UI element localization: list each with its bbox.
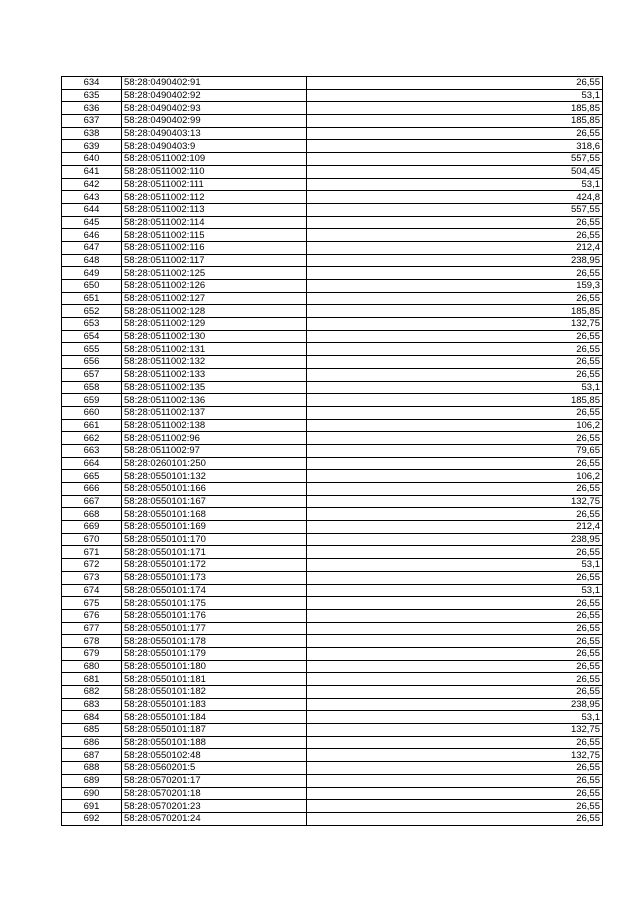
table-row bbox=[62, 749, 603, 762]
value-cell: 106,2 bbox=[307, 470, 603, 483]
table-row bbox=[62, 280, 603, 293]
value-cell: 26,55 bbox=[307, 660, 603, 673]
row-number-cell: 675 bbox=[62, 597, 122, 610]
table-row bbox=[62, 305, 603, 318]
value-cell: 26,55 bbox=[307, 356, 603, 369]
row-number-cell: 686 bbox=[62, 736, 122, 749]
cadastral-number-cell: 58:28:0511002:136 bbox=[122, 394, 307, 407]
row-number-cell: 655 bbox=[62, 343, 122, 356]
value-cell: 212,4 bbox=[307, 521, 603, 534]
table-body bbox=[62, 77, 603, 826]
row-number-cell: 653 bbox=[62, 318, 122, 331]
value-cell: 504,45 bbox=[307, 165, 603, 178]
table-row bbox=[62, 800, 603, 813]
value-cell: 26,55 bbox=[307, 292, 603, 305]
value-cell: 26,55 bbox=[307, 330, 603, 343]
value-cell: 185,85 bbox=[307, 102, 603, 115]
value-cell: 132,75 bbox=[307, 749, 603, 762]
row-number-cell: 658 bbox=[62, 381, 122, 394]
table-row bbox=[62, 533, 603, 546]
value-cell: 26,55 bbox=[307, 686, 603, 699]
row-number-cell: 669 bbox=[62, 521, 122, 534]
table-row bbox=[62, 153, 603, 166]
table-row bbox=[62, 647, 603, 660]
data-table bbox=[61, 76, 603, 826]
row-number-cell: 689 bbox=[62, 774, 122, 787]
table-row bbox=[62, 812, 603, 825]
table-row bbox=[62, 368, 603, 381]
row-number-cell: 676 bbox=[62, 609, 122, 622]
table-row bbox=[62, 660, 603, 673]
cadastral-number-cell: 58:28:0511002:111 bbox=[122, 178, 307, 191]
row-number-cell: 640 bbox=[62, 153, 122, 166]
cadastral-number-cell: 58:28:0511002:137 bbox=[122, 406, 307, 419]
value-cell: 26,55 bbox=[307, 127, 603, 140]
cadastral-number-cell: 58:28:0550101:172 bbox=[122, 559, 307, 572]
cadastral-number-cell: 58:28:0550101:167 bbox=[122, 495, 307, 508]
cadastral-number-cell: 58:28:0560201:5 bbox=[122, 762, 307, 775]
value-cell: 26,55 bbox=[307, 368, 603, 381]
value-cell: 79,65 bbox=[307, 444, 603, 457]
table-row bbox=[62, 762, 603, 775]
value-cell: 238,95 bbox=[307, 254, 603, 267]
table-row bbox=[62, 394, 603, 407]
cadastral-number-cell: 58:28:0511002:132 bbox=[122, 356, 307, 369]
table-row bbox=[62, 609, 603, 622]
cadastral-number-cell: 58:28:0570201:17 bbox=[122, 774, 307, 787]
value-cell: 26,55 bbox=[307, 508, 603, 521]
value-cell: 26,55 bbox=[307, 800, 603, 813]
value-cell: 212,4 bbox=[307, 241, 603, 254]
table-row bbox=[62, 508, 603, 521]
cadastral-number-cell: 58:28:0490402:93 bbox=[122, 102, 307, 115]
value-cell: 557,55 bbox=[307, 203, 603, 216]
cadastral-number-cell: 58:28:0511002:109 bbox=[122, 153, 307, 166]
table-row bbox=[62, 787, 603, 800]
table-row bbox=[62, 457, 603, 470]
table-row bbox=[62, 521, 603, 534]
row-number-cell: 657 bbox=[62, 368, 122, 381]
row-number-cell: 648 bbox=[62, 254, 122, 267]
value-cell: 26,55 bbox=[307, 571, 603, 584]
table-row bbox=[62, 622, 603, 635]
table-row bbox=[62, 495, 603, 508]
table-row bbox=[62, 381, 603, 394]
row-number-cell: 683 bbox=[62, 698, 122, 711]
cadastral-number-cell: 58:28:0550101:173 bbox=[122, 571, 307, 584]
row-number-cell: 656 bbox=[62, 356, 122, 369]
row-number-cell: 635 bbox=[62, 89, 122, 102]
value-cell: 26,55 bbox=[307, 812, 603, 825]
cadastral-number-cell: 58:28:0550101:169 bbox=[122, 521, 307, 534]
value-cell: 26,55 bbox=[307, 597, 603, 610]
table-row bbox=[62, 419, 603, 432]
cadastral-number-cell: 58:28:0511002:127 bbox=[122, 292, 307, 305]
cadastral-number-cell: 58:28:0511002:96 bbox=[122, 432, 307, 445]
value-cell: 26,55 bbox=[307, 432, 603, 445]
table-row bbox=[62, 698, 603, 711]
value-cell: 106,2 bbox=[307, 419, 603, 432]
cadastral-number-cell: 58:28:0550101:182 bbox=[122, 686, 307, 699]
value-cell: 26,55 bbox=[307, 406, 603, 419]
table-row bbox=[62, 470, 603, 483]
row-number-cell: 639 bbox=[62, 140, 122, 153]
row-number-cell: 643 bbox=[62, 191, 122, 204]
row-number-cell: 691 bbox=[62, 800, 122, 813]
table-row bbox=[62, 254, 603, 267]
cadastral-number-cell: 58:28:0550101:175 bbox=[122, 597, 307, 610]
cadastral-number-cell: 58:28:0490402:91 bbox=[122, 77, 307, 90]
value-cell: 26,55 bbox=[307, 635, 603, 648]
row-number-cell: 690 bbox=[62, 787, 122, 800]
cadastral-number-cell: 58:28:0511002:97 bbox=[122, 444, 307, 457]
cadastral-number-cell: 58:28:0550101:132 bbox=[122, 470, 307, 483]
table-row bbox=[62, 406, 603, 419]
cadastral-number-cell: 58:28:0550101:181 bbox=[122, 673, 307, 686]
table-row bbox=[62, 724, 603, 737]
value-cell: 424,8 bbox=[307, 191, 603, 204]
table-row bbox=[62, 191, 603, 204]
table-row bbox=[62, 673, 603, 686]
cadastral-number-cell: 58:28:0490402:99 bbox=[122, 115, 307, 128]
table-row bbox=[62, 597, 603, 610]
cadastral-number-cell: 58:28:0550101:171 bbox=[122, 546, 307, 559]
row-number-cell: 670 bbox=[62, 533, 122, 546]
cadastral-number-cell: 58:28:0550101:180 bbox=[122, 660, 307, 673]
row-number-cell: 663 bbox=[62, 444, 122, 457]
cadastral-number-cell: 58:28:0570201:23 bbox=[122, 800, 307, 813]
row-number-cell: 654 bbox=[62, 330, 122, 343]
row-number-cell: 662 bbox=[62, 432, 122, 445]
row-number-cell: 682 bbox=[62, 686, 122, 699]
row-number-cell: 666 bbox=[62, 483, 122, 496]
value-cell: 26,55 bbox=[307, 762, 603, 775]
value-cell: 26,55 bbox=[307, 647, 603, 660]
value-cell: 26,55 bbox=[307, 622, 603, 635]
row-number-cell: 659 bbox=[62, 394, 122, 407]
table-row bbox=[62, 102, 603, 115]
table-row bbox=[62, 115, 603, 128]
value-cell: 53,1 bbox=[307, 584, 603, 597]
row-number-cell: 641 bbox=[62, 165, 122, 178]
row-number-cell: 684 bbox=[62, 711, 122, 724]
table-row bbox=[62, 203, 603, 216]
cadastral-number-cell: 58:28:0511002:114 bbox=[122, 216, 307, 229]
table-row bbox=[62, 483, 603, 496]
cadastral-number-cell: 58:28:0550102:48 bbox=[122, 749, 307, 762]
value-cell: 26,55 bbox=[307, 736, 603, 749]
table-row bbox=[62, 559, 603, 572]
value-cell: 53,1 bbox=[307, 89, 603, 102]
row-number-cell: 637 bbox=[62, 115, 122, 128]
cadastral-number-cell: 58:28:0511002:117 bbox=[122, 254, 307, 267]
value-cell: 132,75 bbox=[307, 724, 603, 737]
cadastral-number-cell: 58:28:0550101:187 bbox=[122, 724, 307, 737]
row-number-cell: 667 bbox=[62, 495, 122, 508]
cadastral-number-cell: 58:28:0511002:125 bbox=[122, 267, 307, 280]
value-cell: 26,55 bbox=[307, 483, 603, 496]
row-number-cell: 687 bbox=[62, 749, 122, 762]
cadastral-number-cell: 58:28:0511002:110 bbox=[122, 165, 307, 178]
value-cell: 26,55 bbox=[307, 457, 603, 470]
table-row bbox=[62, 711, 603, 724]
cadastral-number-cell: 58:28:0550101:170 bbox=[122, 533, 307, 546]
value-cell: 26,55 bbox=[307, 673, 603, 686]
table-row bbox=[62, 546, 603, 559]
table-row bbox=[62, 216, 603, 229]
value-cell: 185,85 bbox=[307, 305, 603, 318]
row-number-cell: 677 bbox=[62, 622, 122, 635]
table-row bbox=[62, 292, 603, 305]
cadastral-number-cell: 58:28:0511002:126 bbox=[122, 280, 307, 293]
value-cell: 26,55 bbox=[307, 546, 603, 559]
row-number-cell: 692 bbox=[62, 812, 122, 825]
cadastral-number-cell: 58:28:0550101:179 bbox=[122, 647, 307, 660]
row-number-cell: 678 bbox=[62, 635, 122, 648]
value-cell: 26,55 bbox=[307, 267, 603, 280]
row-number-cell: 673 bbox=[62, 571, 122, 584]
cadastral-number-cell: 58:28:0511002:131 bbox=[122, 343, 307, 356]
table-row bbox=[62, 229, 603, 242]
row-number-cell: 680 bbox=[62, 660, 122, 673]
table-row bbox=[62, 140, 603, 153]
cadastral-number-cell: 58:28:0550101:174 bbox=[122, 584, 307, 597]
value-cell: 132,75 bbox=[307, 318, 603, 331]
value-cell: 53,1 bbox=[307, 711, 603, 724]
table-row bbox=[62, 584, 603, 597]
row-number-cell: 671 bbox=[62, 546, 122, 559]
row-number-cell: 688 bbox=[62, 762, 122, 775]
cadastral-number-cell: 58:28:0550101:178 bbox=[122, 635, 307, 648]
row-number-cell: 679 bbox=[62, 647, 122, 660]
cadastral-number-cell: 58:28:0260101:250 bbox=[122, 457, 307, 470]
value-cell: 185,85 bbox=[307, 115, 603, 128]
value-cell: 238,95 bbox=[307, 533, 603, 546]
table-row bbox=[62, 686, 603, 699]
cadastral-number-cell: 58:28:0550101:176 bbox=[122, 609, 307, 622]
cadastral-number-cell: 58:28:0550101:177 bbox=[122, 622, 307, 635]
row-number-cell: 650 bbox=[62, 280, 122, 293]
row-number-cell: 685 bbox=[62, 724, 122, 737]
value-cell: 26,55 bbox=[307, 229, 603, 242]
table-row bbox=[62, 127, 603, 140]
cadastral-number-cell: 58:28:0511002:138 bbox=[122, 419, 307, 432]
cadastral-number-cell: 58:28:0550101:184 bbox=[122, 711, 307, 724]
cadastral-number-cell: 58:28:0511002:112 bbox=[122, 191, 307, 204]
row-number-cell: 660 bbox=[62, 406, 122, 419]
cadastral-number-cell: 58:28:0550101:183 bbox=[122, 698, 307, 711]
row-number-cell: 664 bbox=[62, 457, 122, 470]
cadastral-number-cell: 58:28:0490403:13 bbox=[122, 127, 307, 140]
value-cell: 557,55 bbox=[307, 153, 603, 166]
cadastral-number-cell: 58:28:0490403:9 bbox=[122, 140, 307, 153]
value-cell: 318,6 bbox=[307, 140, 603, 153]
row-number-cell: 681 bbox=[62, 673, 122, 686]
row-number-cell: 642 bbox=[62, 178, 122, 191]
row-number-cell: 644 bbox=[62, 203, 122, 216]
row-number-cell: 661 bbox=[62, 419, 122, 432]
value-cell: 26,55 bbox=[307, 343, 603, 356]
table-row bbox=[62, 267, 603, 280]
table-row bbox=[62, 330, 603, 343]
table-row bbox=[62, 356, 603, 369]
row-number-cell: 651 bbox=[62, 292, 122, 305]
value-cell: 159,3 bbox=[307, 280, 603, 293]
value-cell: 26,55 bbox=[307, 774, 603, 787]
cadastral-number-cell: 58:28:0570201:18 bbox=[122, 787, 307, 800]
cadastral-number-cell: 58:28:0511002:133 bbox=[122, 368, 307, 381]
cadastral-number-cell: 58:28:0490402:92 bbox=[122, 89, 307, 102]
cadastral-number-cell: 58:28:0511002:129 bbox=[122, 318, 307, 331]
value-cell: 26,55 bbox=[307, 77, 603, 90]
row-number-cell: 674 bbox=[62, 584, 122, 597]
cadastral-number-cell: 58:28:0550101:166 bbox=[122, 483, 307, 496]
cadastral-number-cell: 58:28:0511002:135 bbox=[122, 381, 307, 394]
cadastral-number-cell: 58:28:0511002:128 bbox=[122, 305, 307, 318]
table-row bbox=[62, 77, 603, 90]
row-number-cell: 649 bbox=[62, 267, 122, 280]
value-cell: 53,1 bbox=[307, 381, 603, 394]
row-number-cell: 668 bbox=[62, 508, 122, 521]
value-cell: 26,55 bbox=[307, 216, 603, 229]
table-row bbox=[62, 571, 603, 584]
value-cell: 185,85 bbox=[307, 394, 603, 407]
cadastral-number-cell: 58:28:0550101:168 bbox=[122, 508, 307, 521]
cadastral-number-cell: 58:28:0511002:115 bbox=[122, 229, 307, 242]
value-cell: 26,55 bbox=[307, 787, 603, 800]
table-row bbox=[62, 343, 603, 356]
value-cell: 53,1 bbox=[307, 178, 603, 191]
row-number-cell: 636 bbox=[62, 102, 122, 115]
table-row bbox=[62, 432, 603, 445]
row-number-cell: 652 bbox=[62, 305, 122, 318]
row-number-cell: 665 bbox=[62, 470, 122, 483]
row-number-cell: 646 bbox=[62, 229, 122, 242]
value-cell: 132,75 bbox=[307, 495, 603, 508]
row-number-cell: 638 bbox=[62, 127, 122, 140]
table-row bbox=[62, 774, 603, 787]
row-number-cell: 645 bbox=[62, 216, 122, 229]
value-cell: 238,95 bbox=[307, 698, 603, 711]
table-row bbox=[62, 89, 603, 102]
row-number-cell: 672 bbox=[62, 559, 122, 572]
table-row bbox=[62, 736, 603, 749]
row-number-cell: 634 bbox=[62, 77, 122, 90]
row-number-cell: 647 bbox=[62, 241, 122, 254]
cadastral-number-cell: 58:28:0511002:116 bbox=[122, 241, 307, 254]
value-cell: 26,55 bbox=[307, 609, 603, 622]
table-row bbox=[62, 178, 603, 191]
cadastral-number-cell: 58:28:0550101:188 bbox=[122, 736, 307, 749]
table-row bbox=[62, 318, 603, 331]
table-row bbox=[62, 165, 603, 178]
value-cell: 53,1 bbox=[307, 559, 603, 572]
cadastral-number-cell: 58:28:0511002:113 bbox=[122, 203, 307, 216]
table-row bbox=[62, 635, 603, 648]
table-row bbox=[62, 444, 603, 457]
cadastral-number-cell: 58:28:0570201:24 bbox=[122, 812, 307, 825]
cadastral-number-cell: 58:28:0511002:130 bbox=[122, 330, 307, 343]
table-row bbox=[62, 241, 603, 254]
